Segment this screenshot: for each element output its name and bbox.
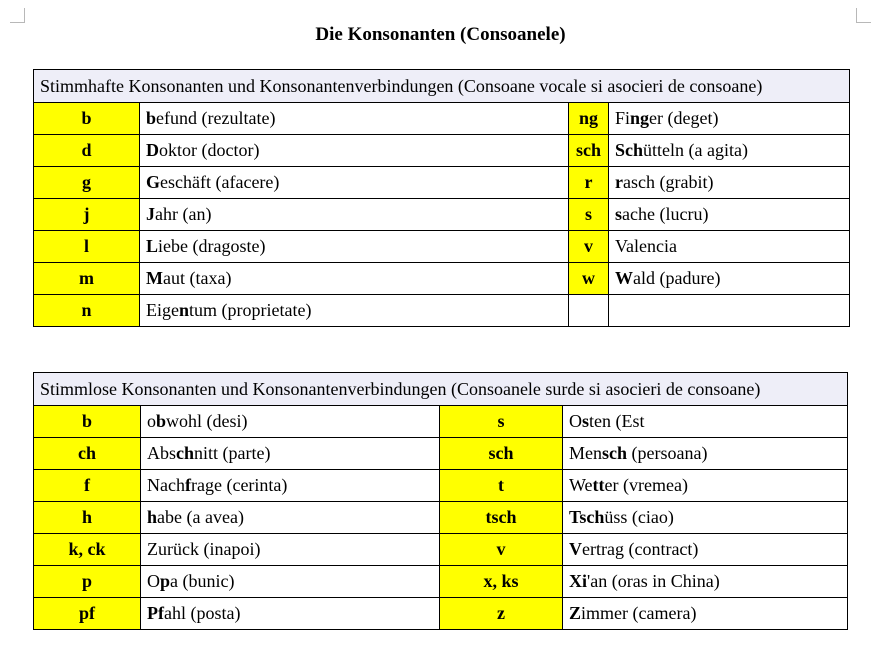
consonant-cell: f: [34, 470, 141, 502]
table-row: [34, 263, 850, 295]
table-row: [34, 534, 848, 566]
consonant-cell: s: [440, 406, 563, 438]
word-text: asch (grabit): [623, 172, 714, 192]
consonant-cell: tsch: [440, 502, 563, 534]
word-text: Eige: [146, 300, 179, 320]
example-word-cell: [609, 135, 850, 167]
consonant-cell: sch: [569, 135, 609, 167]
highlighted-letters: G: [146, 172, 161, 192]
consonant-cell: ch: [34, 438, 141, 470]
word-text: immer (camera): [581, 603, 697, 623]
highlighted-letters: s: [615, 204, 623, 224]
word-text: ten (Est: [589, 411, 645, 431]
consonant-cell: d: [34, 135, 140, 167]
example-word-cell: [140, 199, 569, 231]
table-row: [34, 566, 848, 598]
table-row: [34, 167, 850, 199]
highlighted-letters: L: [146, 236, 159, 256]
example-word-cell: [563, 470, 848, 502]
consonant-cell: n: [34, 295, 140, 327]
word-text: ahl (posta): [164, 603, 241, 623]
word-text: rage (cerinta): [190, 475, 288, 495]
consonant-cell: b: [34, 103, 140, 135]
word-text: er (vremea): [604, 475, 688, 495]
word-text: ertrag (contract): [582, 539, 699, 559]
consonant-cell: w: [569, 263, 609, 295]
word-text: Nach: [147, 475, 185, 495]
voiced-table-header: Stimmhafte Konsonanten und Konsonantenverbindungen (Consoane vocale si asocieri de consoane): [34, 70, 850, 103]
word-text: wohl (desi): [166, 411, 248, 431]
highlighted-letters: s: [582, 411, 590, 431]
consonant-cell: g: [34, 167, 140, 199]
word-text: nitt (parte): [194, 443, 271, 463]
example-word-cell: [141, 470, 440, 502]
word-text: eschäft (afacere): [160, 172, 280, 192]
highlighted-letters: V: [569, 539, 582, 559]
word-text: Abs: [147, 443, 177, 463]
highlighted-letters: J: [146, 204, 155, 224]
word-text: 'an (oras in China): [587, 571, 720, 591]
example-word-cell: [141, 406, 440, 438]
consonant-cell: p: [34, 566, 141, 598]
word-text: üss (ciao): [604, 507, 674, 527]
example-word-cell: [563, 438, 848, 470]
consonant-cell: [569, 295, 609, 327]
word-text: oktor (doctor): [159, 140, 260, 160]
page-title: Die Konsonanten (Consoanele): [315, 24, 566, 45]
highlighted-letters: p: [160, 571, 171, 591]
highlighted-letters: M: [146, 268, 163, 288]
highlighted-letters: b: [156, 411, 167, 431]
consonant-cell: r: [569, 167, 609, 199]
word-text: ald (padure): [633, 268, 721, 288]
highlighted-letters: r: [615, 172, 623, 192]
consonant-cell: x, ks: [440, 566, 563, 598]
table-row: [34, 231, 850, 263]
word-text: er (deget): [649, 108, 719, 128]
table-row: [34, 295, 850, 327]
example-word-cell: [563, 534, 848, 566]
word-text: (persoana): [627, 443, 708, 463]
example-word-cell: [140, 135, 569, 167]
word-text: Fi: [615, 108, 631, 128]
example-word-cell: [140, 295, 569, 327]
word-text: ache (lucru): [622, 204, 709, 224]
page-corner-mark-right: [856, 8, 871, 23]
word-text: O: [147, 571, 160, 591]
word-text: iebe (dragoste): [158, 236, 266, 256]
consonant-cell: b: [34, 406, 141, 438]
example-word-cell: [609, 263, 850, 295]
table-row: [34, 438, 848, 470]
consonant-cell: z: [440, 598, 563, 630]
example-word-cell: [141, 534, 440, 566]
example-word-cell: [141, 566, 440, 598]
consonant-cell: t: [440, 470, 563, 502]
consonant-cell: v: [440, 534, 563, 566]
example-word-cell: [140, 231, 569, 263]
consonant-cell: h: [34, 502, 141, 534]
highlighted-letters: D: [146, 140, 159, 160]
table-row: [34, 406, 848, 438]
example-word-cell: [609, 231, 850, 263]
consonant-cell: k, ck: [34, 534, 141, 566]
example-word-cell: [140, 167, 569, 199]
consonant-cell: j: [34, 199, 140, 231]
table-row: [34, 103, 850, 135]
example-word-cell: [141, 438, 440, 470]
highlighted-letters: W: [615, 268, 633, 288]
voiceless-table-header: Stimmlose Konsonanten und Konsonantenverbindungen (Consoanele surde si asocieri de consoane): [34, 373, 848, 406]
consonant-cell: s: [569, 199, 609, 231]
highlighted-letters: Pf: [147, 603, 164, 623]
highlighted-letters: ch: [176, 443, 195, 463]
word-text: abe (a avea): [157, 507, 244, 527]
page-corner-mark-left: [10, 8, 25, 23]
highlighted-letters: h: [147, 507, 158, 527]
example-word-cell: [140, 103, 569, 135]
voiced-consonants-table: [33, 69, 850, 327]
table-row: [34, 598, 848, 630]
example-word-cell: [609, 103, 850, 135]
example-word-cell: [563, 598, 848, 630]
example-word-cell: [141, 502, 440, 534]
word-text: tum (proprietate): [189, 300, 312, 320]
consonant-cell: v: [569, 231, 609, 263]
consonant-cell: pf: [34, 598, 141, 630]
table-row: [34, 502, 848, 534]
example-word-cell: [609, 167, 850, 199]
word-text: a (bunic): [170, 571, 235, 591]
word-text: Valencia: [615, 236, 677, 256]
highlighted-letters: Xi: [569, 571, 587, 591]
highlighted-letters: Sch: [615, 140, 644, 160]
word-text: We: [569, 475, 593, 495]
example-word-cell: [140, 263, 569, 295]
word-text: Zurück (inapoi): [147, 539, 261, 559]
example-word-cell: [563, 502, 848, 534]
highlighted-letters: ng: [630, 108, 650, 128]
table-row: [34, 135, 850, 167]
example-word-cell: [609, 199, 850, 231]
word-text: Men: [569, 443, 602, 463]
example-word-cell: [609, 295, 850, 327]
consonant-cell: m: [34, 263, 140, 295]
table-row: [34, 199, 850, 231]
example-word-cell: [563, 406, 848, 438]
highlighted-letters: Z: [569, 603, 582, 623]
consonant-cell: ng: [569, 103, 609, 135]
example-word-cell: [141, 598, 440, 630]
consonant-cell: l: [34, 231, 140, 263]
word-text: aut (taxa): [163, 268, 232, 288]
highlighted-letters: Tsch: [569, 507, 605, 527]
highlighted-letters: tt: [592, 475, 605, 495]
highlighted-letters: sch: [602, 443, 628, 463]
highlighted-letters: f: [184, 475, 191, 495]
voiceless-consonants-table: [33, 372, 848, 630]
word-text: ahr (an): [155, 204, 212, 224]
table-row: [34, 470, 848, 502]
word-text: efund (rezultate): [156, 108, 276, 128]
highlighted-letters: b: [146, 108, 157, 128]
consonant-cell: sch: [440, 438, 563, 470]
word-text: ütteln (a agita): [643, 140, 748, 160]
highlighted-letters: n: [179, 300, 190, 320]
word-text: O: [569, 411, 582, 431]
example-word-cell: [563, 566, 848, 598]
word-text: o: [147, 411, 156, 431]
